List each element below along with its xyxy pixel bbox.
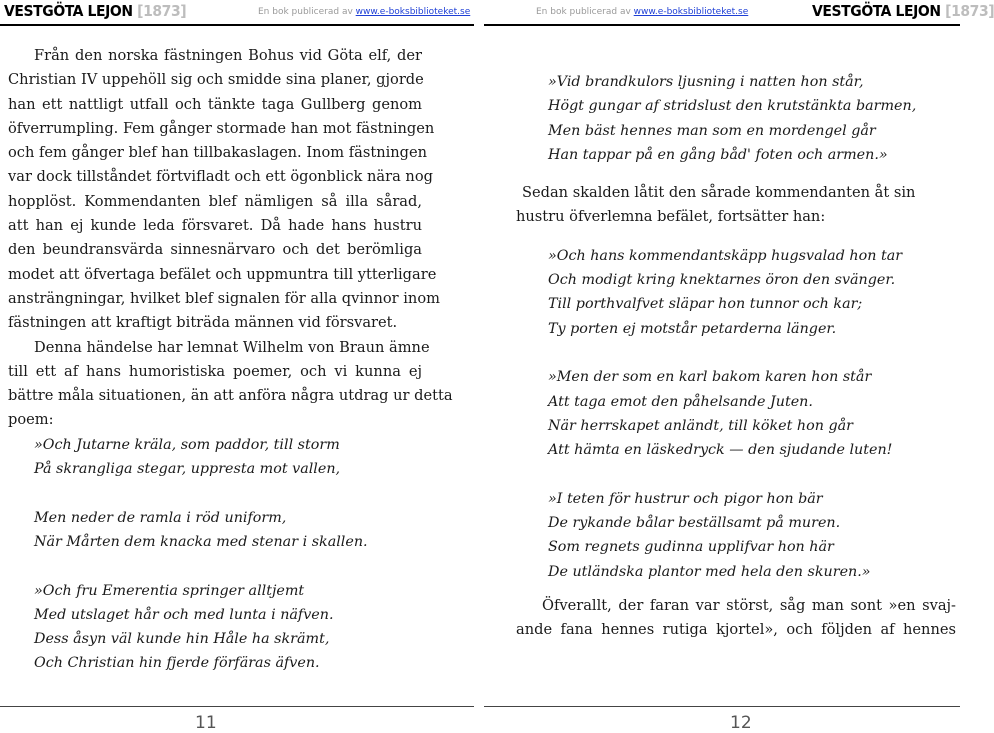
- prose-line: den beundransvärda sinnesnärvaro och det berömliga: [8, 241, 422, 259]
- blank-line: [8, 481, 422, 505]
- right-text-block: [516, 70, 958, 643]
- prose-line: öfverrumpling. Fem gånger stormade han mot fästningen: [8, 119, 435, 137]
- prose-line: till ett af hans humoristiska poemer, och vi kunna ej: [8, 362, 422, 380]
- prose-line: Från den norska fästningen Bohus vid Göta elf, der: [34, 47, 422, 64]
- blank-line: [8, 554, 422, 578]
- poem-line: Och Christian hin fjerde förfäras äfven.: [34, 655, 320, 672]
- page-header: [4, 2, 474, 24]
- poem-line: När herrskapet anländt, till köket hon går: [548, 417, 853, 434]
- publisher-note: En bok publicerad av www.e-boksbiblioteket.se: [258, 7, 471, 17]
- header-rule: [484, 24, 960, 26]
- poem-line: När Mårten dem knacka med stenar i skallen.: [34, 533, 368, 550]
- book-title: VESTGÖTA LEJON [1873]: [812, 2, 994, 20]
- left-text-block: [8, 44, 453, 676]
- poem-line: Med utslaget hår och med lunta i näfven.: [34, 606, 334, 623]
- poem-line: »Men der som en karl bakom karen hon står: [548, 369, 872, 386]
- prose-line: att han ej kunde leda försvaret. Då hade hans hustru: [8, 217, 422, 235]
- poem-line: »Vid brandkulors ljusning i natten hon står,: [548, 74, 864, 90]
- prose-line: modet att öfvertaga befälet och uppmuntra till ytterligare: [8, 265, 437, 283]
- poem-line: Högt gungar af stridslust den krutstänkta barmen,: [548, 98, 917, 115]
- poem-line: »I teten för hustrur och pigor hon bär: [548, 490, 823, 507]
- prose-line: hopplöst. Kommendanten blef nämligen så illa sårad,: [8, 192, 422, 210]
- prose-line: ansträngningar, hvilket blef signalen för alla qvinnor inom: [8, 289, 440, 307]
- prose-line: ande fana hennes rutiga kjortel», och följden af hennes: [516, 621, 956, 639]
- poem-line: Men bäst hennes man som en mordengel går: [548, 122, 876, 139]
- header-rule: [0, 24, 474, 26]
- prose-line: Sedan skalden låtit den sårade kommendanten åt sin: [522, 184, 916, 202]
- footer-rule: [484, 706, 960, 707]
- poem-line: Att taga emot den påhelsande Juten.: [548, 393, 813, 410]
- blank-line: [542, 230, 958, 244]
- prose-line: Denna händelse har lemnat Wilhelm von Braun ämne: [34, 338, 430, 356]
- footer-rule: [0, 706, 474, 707]
- blank-line: [542, 167, 958, 181]
- page-header: [536, 2, 994, 24]
- prose-line: Öfverallt, der faran var störst, såg man sont »en svaj-: [542, 596, 956, 614]
- poem-line: På skrangliga stegar, uppresta mot vallen,: [34, 461, 341, 478]
- page-number: 11: [195, 713, 217, 733]
- poem-line: De utländska plantor med hela den skuren.»: [548, 563, 871, 580]
- blank-line: [542, 341, 958, 365]
- poem-line: De rykande bålar beställsamt på muren.: [548, 515, 841, 532]
- poem-line: Men neder de ramla i röd uniform,: [34, 509, 287, 526]
- left-page: [0, 0, 480, 732]
- prose-line: bättre måla situationen, än att anföra några utdrag ur detta: [8, 387, 453, 405]
- prose-line: han ett nattligt utfall och tänkte taga Gullberg genom: [8, 95, 422, 113]
- prose-line: fästningen att kraftigt biträda männen vid försvaret.: [8, 314, 398, 332]
- poem-line: »Och hans kommendantskäpp hugsvalad hon tar: [548, 247, 903, 264]
- poem-line: Dess åsyn väl kunde hin Håle ha skrämt,: [34, 631, 330, 648]
- publisher-link[interactable]: www.e-boksbiblioteket.se: [633, 7, 749, 17]
- poem-line: »Och fru Emerentia springer alltjemt: [34, 582, 305, 599]
- prose-line: och fem gånger blef han tillbakaslagen. Inom fästningen: [8, 144, 428, 162]
- page-number: 12: [730, 713, 752, 733]
- poem-line: Och modigt kring knektarnes öron den svänger.: [548, 272, 896, 289]
- prose-line: Christian IV uppehöll sig och smidde sina planer, gjorde: [8, 71, 424, 89]
- poem-line: Att hämta en läskedryck — den sjudande luten!: [548, 442, 893, 459]
- poem-line: »Och Jutarne kräla, som paddor, till storm: [34, 436, 340, 453]
- book-title: VESTGÖTA LEJON [1873]: [4, 2, 187, 20]
- prose-line: var dock tillståndet förtvifladt och ett ögonblick nära nog: [8, 168, 433, 186]
- publisher-link[interactable]: www.e-boksbiblioteket.se: [355, 7, 471, 17]
- blank-line: [542, 462, 958, 486]
- poem-line: Han tappar på en gång båd' foten och armen.»: [548, 146, 888, 163]
- poem-line: Till porthvalfvet släpar hon tunnor och kar;: [548, 296, 863, 313]
- poem-line: Ty porten ej motstår petarderna länger.: [548, 320, 837, 337]
- prose-line: hustru öfverlemna befälet, fortsätter han:: [516, 208, 826, 226]
- prose-line: poem:: [8, 411, 54, 429]
- right-page: [480, 0, 994, 733]
- poem-line: Som regnets gudinna upplifvar hon här: [548, 539, 834, 556]
- blank-line: [542, 584, 958, 594]
- publisher-note: En bok publicerad av www.e-boksbiblioteket.se: [536, 7, 749, 17]
